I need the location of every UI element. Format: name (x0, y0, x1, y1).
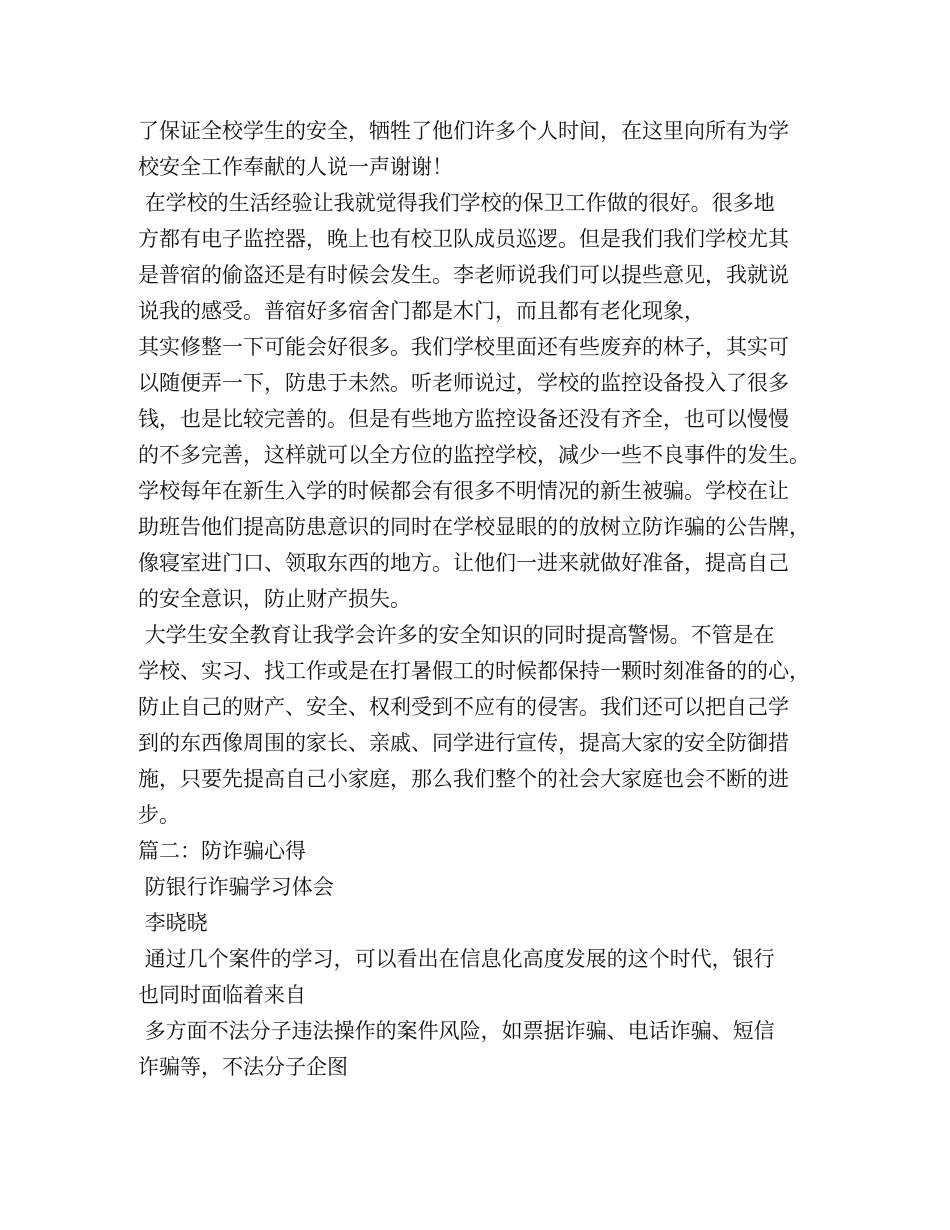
article-title: 防银行诈骗学习体会 (138, 875, 334, 899)
text-line: 学校、实习、找工作或是在打暑假工的时候都保持一颗时刻准备的的心， (138, 659, 810, 683)
author-name: 李晓晓 (138, 911, 208, 935)
text-line: 其实修整一下可能会好很多。我们学校里面还有些废弃的林子，其实可 (138, 335, 789, 359)
text-line: 大学生安全教育让我学会许多的安全知识的同时提高警惕。不管是在 (138, 623, 775, 647)
text-line: 在学校的生活经验让我就觉得我们学校的保卫工作做的很好。很多地 (138, 191, 775, 215)
text-line: 多方面不法分子违法操作的案件风险，如票据诈骗、电话诈骗、短信 (138, 1019, 775, 1043)
document-body (138, 113, 838, 1085)
text-line: 的不多完善，这样就可以全方位的监控学校，减少一些不良事件的发生。 (138, 443, 810, 467)
text-line: 学校每年在新生入学的时候都会有很多不明情况的新生被骗。学校在让 (138, 479, 789, 503)
text-line: 以随便弄一下，防患于未然。听老师说过，学校的监控设备投入了很多 (138, 371, 789, 395)
text-line: 通过几个案件的学习，可以看出在信息化高度发展的这个时代，银行 (138, 947, 775, 971)
text-line: 也同时面临着来自 (138, 983, 306, 1007)
text-line: 助班告他们提高防患意识的同时在学校显眼的的放树立防诈骗的公告牌， (138, 515, 810, 539)
text-line: 校安全工作奉献的人说一声谢谢！ (138, 155, 453, 179)
text-line: 诈骗等，不法分子企图 (138, 1055, 348, 1079)
text-line: 钱，也是比较完善的。但是有些地方监控设备还没有齐全，也可以慢慢 (138, 407, 789, 431)
text-line: 说我的感受。普宿好多宿舍门都是木门，而且都有老化现象， (138, 299, 705, 323)
text-line: 是普宿的偷盗还是有时候会发生。李老师说我们可以提些意见，我就说 (138, 263, 789, 287)
text-line: 方都有电子监控器，晚上也有校卫队成员巡逻。但是我们我们学校尤其 (138, 227, 789, 251)
text-line: 防止自己的财产、安全、权利受到不应有的侵害。我们还可以把自己学 (138, 695, 789, 719)
text-line: 像寝室进门口、领取东西的地方。让他们一进来就做好准备，提高自己 (138, 551, 789, 575)
text-line: 施，只要先提高自己小家庭，那么我们整个的社会大家庭也会不断的进 (138, 767, 789, 791)
text-line: 了保证全校学生的安全，牺牲了他们许多个人时间，在这里向所有为学 (138, 119, 789, 143)
text-line: 步。 (138, 803, 180, 827)
text-line: 的安全意识，防止财产损失。 (138, 587, 411, 611)
section-heading: 篇二：防诈骗心得 (138, 839, 306, 863)
text-line: 到的东西像周围的家长、亲戚、同学进行宣传，提高大家的安全防御措 (138, 731, 789, 755)
